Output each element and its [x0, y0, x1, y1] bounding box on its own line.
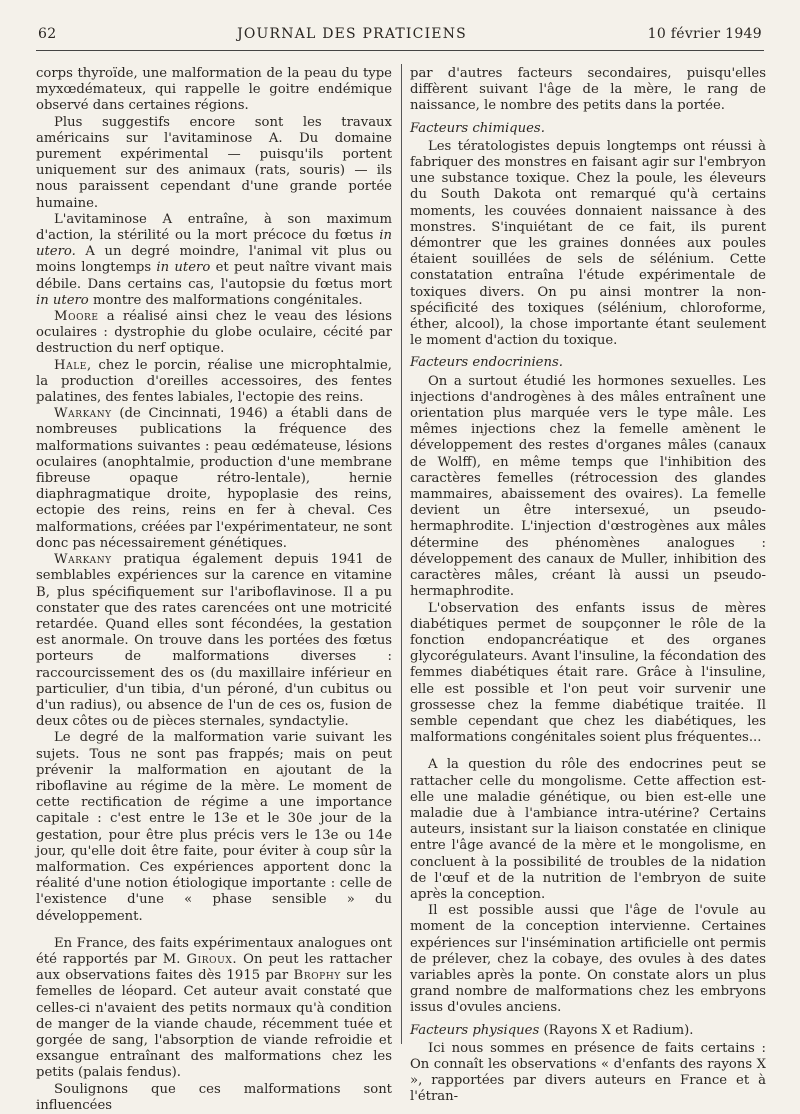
author-name: Warkany	[54, 406, 112, 422]
author-name: Moore	[54, 309, 99, 325]
paragraph: Moore a réalisé ainsi chez le veau des lésions oculaires : dystrophie du globe oculaire, cécité par destruction du nerf optique.	[36, 309, 392, 357]
paragraph: L'observation des enfants issus de mères diabétiques permet de soupçonner le rôle de la fonction endopancréatique et des organes glycorégulateurs. Avant l'insuline, la fécondation des femmes diabétiques était rare. Grâce à l'insuline, elle est possible et l'on peut voir survenir une grossesse chez la femme diabétique traitée. Il semble cependant que chez les diabétiques, les malformations congénitales soient plus fréquentes...	[410, 600, 766, 746]
section-heading: Facteurs physiques (Rayons X et Radium).	[410, 1022, 694, 1038]
column-divider	[401, 64, 402, 1044]
paragraph: On a surtout étudié les hormones sexuelles. Les injections d'androgènes à des mâles entraînent une orientation plus marquée vers le type mâle. Les mêmes injections chez la femelle amènent le développement des restes d'organes mâles (canaux de Wolff), en même temps que l'inhibition des caractères femelles (rétrocession des glandes mammaires, abaissement des ovaires). La femelle devient un être intersexué, un pseudo-hermaphrodite. L'injection d'œstrogènes aux mâles détermine des phénomènes analogues : développement des canaux de Muller, inhibition des caractères mâles, créant là aussi un pseudo-hermaphrodite.	[410, 373, 766, 600]
author-name: Giroux.	[186, 951, 238, 967]
issue-date: 10 février 1949	[647, 26, 762, 42]
author-name: Warkany	[54, 552, 112, 568]
paragraph: par d'autres facteurs secondaires, puisqu'elles diffèrent suivant l'âge de la mère, le rang de naissance, le nombre des petits dans la portée.	[410, 66, 766, 114]
page-header	[38, 26, 762, 50]
paragraph: Warkany pratiqua également depuis 1941 de semblables expériences sur la carence en vitamine B, plus spécifiquement sur l'ariboflavinose. Il a pu constater que des rates carencées ont une motricité retardée. Quand elles sont fécondées, la gestation est anormale. On trouve dans les portées des fœtus porteurs de malformations diverses : raccourcissement des os (du maxillaire inférieur en particulier, d'un tibia, d'un péroné, d'un cubitus ou d'un radius), ou absence de l'un de ces os, fusion de deux côtes ou de pièces sternales, syndactylie.	[36, 552, 392, 730]
paragraph: L'avitaminose A entraîne, à son maximum d'action, la stérilité ou la mort précoce du fœtus in utero. A un degré moindre, l'animal vit plus ou moins longtemps in utero et peut naître vivant mais débile. Dans certains cas, l'autopsie du fœtus mort in utero montre des malformations congénitales.	[36, 211, 392, 308]
paragraph: Les tératologistes depuis longtemps ont réussi à fabriquer des monstres en faisant agir sur l'embryon une substance toxique. Chez la poule, les éleveurs du South Dakota ont remarqué qu'à certains moments, les couvées donnaient naissance à des monstres. S'inquiétant de ce fait, ils purent démontrer que les graines données aux poules étaient souillées de sels de sélénium. Cette constatation entraîna l'étude expérimentale de toxiques divers. On pu ainsi montrer la non-spécificité des toxiques (sélénium, chloroforme, éther, alcool), la chose importante étant seulement le moment d'action du toxique.	[410, 138, 766, 349]
paragraph: corps thyroïde, une malformation de la peau du type myxœdémateux, qui rappelle le goitre endémique observé dans certaines régions.	[36, 66, 392, 114]
author-name: Brophy	[293, 968, 341, 984]
paragraph: Ici nous sommes en présence de faits certains : On connaît les observations « d'enfants des rayons X », rapportées par divers auteurs en France et à l'étran-	[410, 1040, 766, 1105]
page-number: 62	[38, 26, 57, 42]
section-heading: Facteurs endocriniens.	[410, 355, 563, 371]
journal-title: JOURNAL DES PRATICIENS	[237, 26, 467, 42]
left-column	[36, 66, 392, 1114]
paragraph: Le degré de la malformation varie suivant les sujets. Tous ne sont pas frappés; mais on peut prévenir la malformation en ajoutant de la riboflavine au régime de la mère. Le moment de cette rectification de régime a une importance capitale : c'est entre le 13e et le 30e jour de la gestation, pour être plus précis vers le 13e ou 14e jour, qu'elle doit être faite, pour éviter à coup sûr la malformation. Ces expériences apportent donc la réalité d'une notion étiologique importante : celle de l'existence d'une « phase sensible » du développement.	[36, 730, 392, 924]
paragraph: En France, des faits expérimentaux analogues ont été rapportés par M. Giroux. On peut les rattacher aux observations faites dès 1915 par Brophy sur les femelles de léopard. Cet auteur avait constaté que celles-ci n'avaient des petits normaux qu'à condition de manger de la viande chaude, récemment tuée et gorgée de sang, l'absorption de viande refroidie et exsangue entraînant des malformations chez les petits (palais fendus).	[36, 935, 392, 1081]
paragraph: Warkany (de Cincinnati, 1946) a établi dans de nombreuses publications la fréquence des malformations suivantes : peau œdémateuse, lésions oculaires (anophtalmie, production d'une membrane fibreuse opaque rétro-lentale), hernie diaphragmatique droite, hypoplasie des reins, ectopie des reins, reins en fer à cheval. Ces malformations, créées par l'expérimentateur, ne sont donc pas nécessairement génétiques.	[36, 406, 392, 551]
header-rule	[36, 50, 764, 51]
section-heading: Facteurs chimiques.	[410, 120, 545, 136]
right-column	[410, 66, 766, 1106]
paragraph: Hale, chez le porcin, réalise une microphtalmie, la production d'oreilles accessoires, des fentes palatines, des fentes labiales, l'ectopie des reins.	[36, 357, 392, 406]
paragraph: Plus suggestifs encore sont les travaux américains sur l'avitaminose A. Du domaine purement expérimental — puisqu'ils portent uniquement sur des animaux (rats, souris) — ils nous paraissent cependant d'une grande portée humaine.	[36, 114, 392, 211]
author-name: Hale,	[54, 357, 92, 373]
paragraph: Il est possible aussi que l'âge de l'ovule au moment de la conception intervienne. Certaines expériences sur l'insémination artificielle ont permis de prélever, chez la cobaye, des ovules à des dates variables après la ponte. On constate alors un plus grand nombre de malformations chez les embryons issus d'ovules anciens.	[410, 903, 766, 1016]
paragraph: Soulignons que ces malformations sont influencées	[36, 1081, 392, 1113]
paragraph: A la question du rôle des endocrines peut se rattacher celle du mongolisme. Cette affection est-elle une maladie génétique, ou bien est-elle une maladie due à l'ambiance intra-utérine? Certains auteurs, insistant sur la liaison constatée en clinique entre l'âge avancé de la mère et le mongolisme, en concluent à la possibilité de troubles de la nidation de l'œuf et de la nutrition de l'embryon de suite après la conception.	[410, 757, 766, 902]
